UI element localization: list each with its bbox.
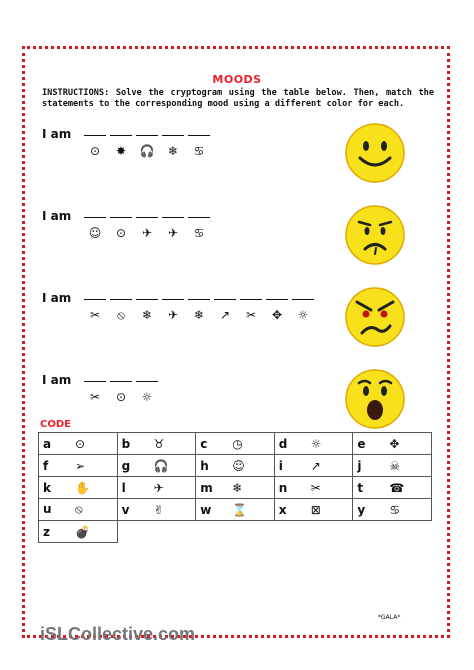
code-cell (117, 433, 196, 455)
code-cell (274, 499, 353, 521)
code-letter: m (200, 480, 213, 495)
code-cell (39, 433, 118, 455)
code-cell (196, 455, 275, 477)
cipher-symbol: ✂ (89, 390, 101, 404)
code-symbol: ♋ (389, 502, 401, 517)
statement-label: I am (42, 127, 72, 141)
cryptogram-slots (84, 381, 158, 404)
letter-blank[interactable] (136, 381, 158, 404)
cipher-symbol: ✂ (89, 308, 101, 322)
code-letter: e (357, 436, 366, 451)
cipher-symbol: ↗ (219, 308, 231, 322)
code-symbol: ⌛ (232, 502, 248, 517)
code-cell (274, 477, 353, 499)
letter-blank[interactable] (84, 217, 106, 240)
letter-blank[interactable] (162, 299, 184, 322)
code-cell (117, 477, 196, 499)
sad-face-icon[interactable] (344, 204, 406, 266)
code-letter: x (278, 502, 287, 517)
letter-blank[interactable] (84, 299, 106, 322)
code-symbol: ✌ (153, 502, 164, 517)
happy-face-icon[interactable] (344, 122, 406, 184)
code-cell (274, 433, 353, 455)
code-letter: u (43, 502, 52, 516)
code-letter: b (121, 436, 131, 451)
code-cell (274, 455, 353, 477)
code-letter: n (278, 480, 288, 495)
code-symbol: ✂ (310, 480, 321, 495)
code-symbol: 💣 (75, 524, 90, 539)
code-symbol: ☎ (389, 480, 405, 495)
angry-face-icon[interactable] (344, 286, 406, 348)
cipher-symbol: ✂ (245, 308, 257, 322)
statement-label: I am (42, 209, 72, 223)
empty-cell (196, 521, 275, 543)
code-cell (353, 499, 432, 521)
cipher-symbol: ♋ (193, 144, 205, 158)
table-row (39, 499, 432, 521)
letter-blank[interactable] (110, 217, 132, 240)
code-symbol: ✈ (153, 480, 164, 495)
code-letter: d (278, 436, 288, 451)
code-symbol: ➢ (75, 458, 86, 473)
page-title: MOODS (212, 73, 262, 86)
letter-blank[interactable] (136, 217, 158, 240)
code-letter: i (278, 458, 283, 473)
code-symbol: ♉ (153, 436, 165, 451)
empty-cell (353, 521, 432, 543)
code-cell (353, 433, 432, 455)
code-cell (196, 433, 275, 455)
code-letter: y (357, 502, 366, 517)
cipher-symbol: ✈ (141, 226, 153, 240)
code-letter: c (200, 436, 208, 451)
statement-label: I am (42, 291, 72, 305)
code-letter: w (200, 502, 212, 517)
code-letter: t (357, 480, 364, 495)
code-heading: CODE (40, 419, 71, 430)
cipher-symbol: ♋ (193, 226, 205, 240)
cipher-symbol: ❄ (167, 144, 179, 158)
letter-blank[interactable] (188, 135, 210, 158)
code-symbol: 🎧 (153, 458, 169, 473)
letter-blank[interactable] (240, 299, 262, 322)
code-symbol: ⦸ (75, 502, 83, 516)
cryptogram-slots (84, 217, 210, 240)
code-cell (39, 499, 118, 521)
code-cell (353, 477, 432, 499)
instructions-text: INSTRUCTIONS: Solve the cryptogram using the table below. Then, match the statements to the corresponding mood using a different color for each. (42, 88, 434, 109)
cipher-symbol: ⊙ (89, 144, 101, 158)
letter-blank[interactable] (84, 381, 106, 404)
cipher-symbol: ☼ (141, 390, 153, 404)
empty-cell (274, 521, 353, 543)
cipher-symbol: ⊙ (115, 226, 127, 240)
letter-blank[interactable] (188, 217, 210, 240)
letter-blank[interactable] (84, 135, 106, 158)
table-row (39, 455, 432, 477)
code-letter: v (121, 502, 130, 517)
code-letter: z (43, 524, 50, 539)
cipher-symbol: ☼ (297, 308, 309, 322)
code-symbol: ☠ (389, 458, 401, 473)
letter-blank[interactable] (136, 135, 158, 158)
statement-label: I am (42, 373, 72, 387)
code-cell (353, 455, 432, 477)
letter-blank[interactable] (162, 135, 184, 158)
code-symbol: ✋ (75, 480, 90, 495)
table-row (39, 477, 432, 499)
code-symbol: ☺ (232, 458, 245, 473)
code-symbol: ☼ (310, 436, 322, 451)
code-cell (117, 455, 196, 477)
code-cell (39, 455, 118, 477)
cipher-symbol: ⊙ (115, 390, 127, 404)
cryptogram-slots (84, 299, 314, 322)
code-letter: h (200, 458, 209, 473)
author-credit: *GALA* (378, 614, 401, 621)
letter-blank[interactable] (110, 381, 132, 404)
code-symbol: ↗ (310, 458, 321, 473)
letter-blank[interactable] (292, 299, 314, 322)
cryptogram-slots (84, 135, 210, 158)
letter-blank[interactable] (214, 299, 236, 322)
empty-cell (117, 521, 196, 543)
code-symbol: ⊠ (310, 502, 321, 517)
code-table (38, 432, 432, 543)
code-cell (117, 499, 196, 521)
watermark-logo: iSLCollective.com (40, 624, 196, 644)
code-letter: a (43, 436, 52, 451)
letter-blank[interactable] (188, 299, 210, 322)
code-symbol: ⊙ (75, 436, 86, 451)
table-row (39, 521, 432, 543)
code-symbol: ❄ (232, 480, 243, 495)
letter-blank[interactable] (110, 299, 132, 322)
code-cell (196, 477, 275, 499)
cipher-symbol: ✈ (167, 226, 179, 240)
code-cell (39, 521, 118, 543)
letter-blank[interactable] (110, 135, 132, 158)
cipher-symbol: ⦸ (117, 308, 125, 322)
cipher-symbol: ✥ (271, 308, 283, 322)
code-symbol: ✥ (389, 436, 400, 451)
code-cell (39, 477, 118, 499)
code-symbol: ◷ (232, 436, 243, 451)
code-letter: l (121, 480, 126, 495)
letter-blank[interactable] (136, 299, 158, 322)
cipher-symbol: ❄ (141, 308, 153, 322)
cipher-symbol: ✸ (115, 144, 127, 158)
cipher-symbol: 🎧 (139, 144, 155, 158)
code-cell (196, 499, 275, 521)
code-letter: k (43, 480, 51, 495)
table-row (39, 433, 432, 455)
cipher-symbol: ✈ (167, 308, 179, 322)
cipher-symbol: ☺ (88, 226, 102, 240)
code-letter: g (121, 458, 131, 473)
surprised-face-icon[interactable] (344, 368, 406, 430)
cipher-symbol: ❄ (193, 308, 205, 322)
code-letter: f (43, 458, 49, 473)
letter-blank[interactable] (266, 299, 288, 322)
code-letter: j (357, 458, 362, 473)
letter-blank[interactable] (162, 217, 184, 240)
